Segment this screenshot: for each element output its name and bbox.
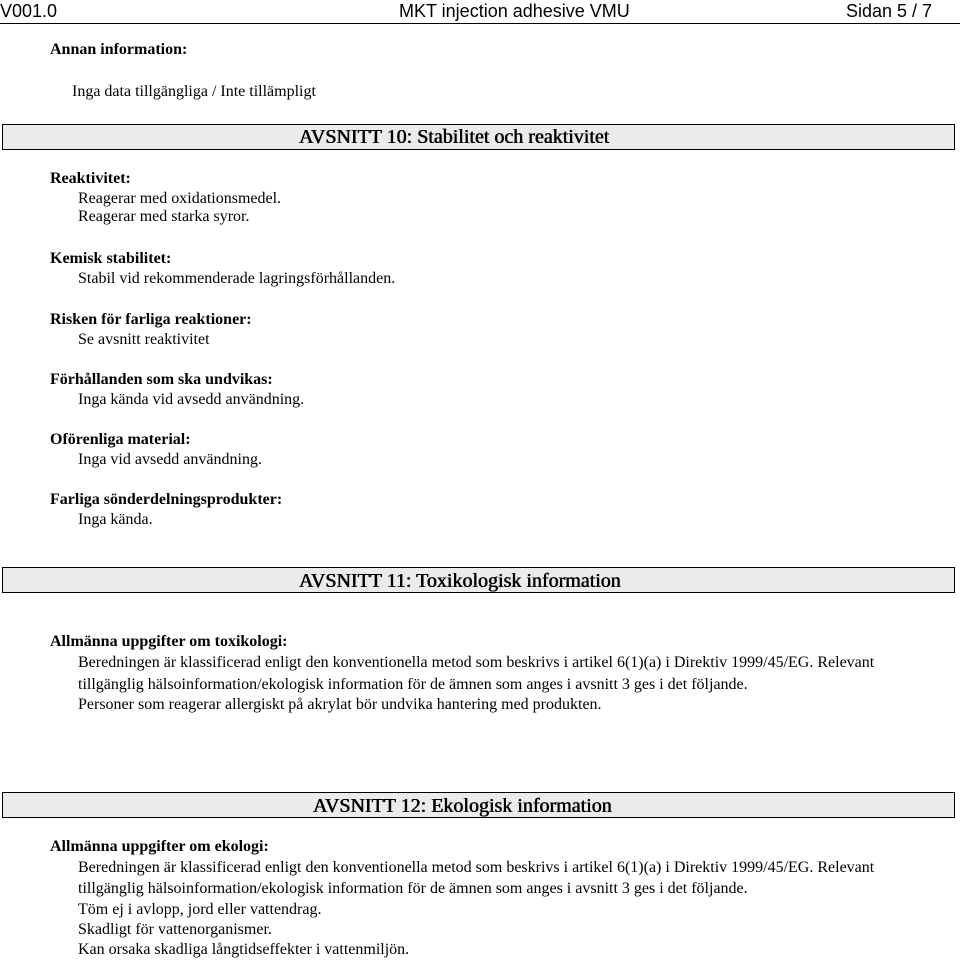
other-info-value: Inga data tillgängliga / Inte tillämpligt: [72, 83, 316, 100]
toxicology-line-3: Personer som reagerar allergiskt på akrylat bör undvika hantering med produkten.: [78, 696, 602, 713]
product-name: MKT injection adhesive VMU: [399, 1, 630, 21]
section-10-title: AVSNITT 10: Stabilitet och reaktivitet: [299, 126, 610, 148]
section-10-banner: [2, 124, 955, 150]
section-11-banner: [2, 567, 955, 593]
toxicology-line-2: tillgänglig hälsoinformation/ekologisk information för de ämnen som anges i avsnitt 3 ges i det följande.: [78, 676, 748, 693]
ecology-line-3: Töm ej i avlopp, jord eller vattendrag.: [78, 901, 322, 918]
document-version: V001.0: [0, 1, 58, 21]
conditions-to-avoid-label: Förhållanden som ska undvikas:: [50, 371, 273, 388]
toxicology-general-label: Allmänna uppgifter om toxikologi:: [50, 633, 288, 650]
reactivity-label: Reaktivitet:: [50, 170, 131, 187]
header-divider: [0, 23, 960, 24]
reactivity-line-2: Reagerar med starka syror.: [78, 208, 250, 225]
decomposition-products-value: Inga kända.: [78, 511, 153, 528]
section-11-title: AVSNITT 11: Toxikologisk information: [299, 570, 621, 592]
ecology-line-2: tillgänglig hälsoinformation/ekologisk information för de ämnen som anges i avsnitt 3 ges i det följande.: [78, 880, 748, 897]
ecology-line-1: Beredningen är klassificerad enligt den konventionella metod som beskrivs i artikel 6(1)(a) i Direktiv 1999/45/EG. Relevant: [78, 859, 875, 876]
section-12-title: AVSNITT 12: Ekologisk information: [313, 795, 612, 817]
reactivity-line-1: Reagerar med oxidationsmedel.: [78, 190, 282, 207]
incompatible-materials-label: Oförenliga material:: [50, 431, 191, 448]
hazardous-reactions-value: Se avsnitt reaktivitet: [78, 331, 210, 348]
decomposition-products-label: Farliga sönderdelningsprodukter:: [50, 491, 283, 508]
ecology-general-label: Allmänna uppgifter om ekologi:: [50, 838, 269, 855]
other-info-label: Annan information:: [50, 41, 188, 58]
page-number: Sidan 5 / 7: [846, 1, 933, 21]
stability-value: Stabil vid rekommenderade lagringsförhållanden.: [78, 270, 396, 287]
conditions-to-avoid-value: Inga kända vid avsedd användning.: [78, 391, 305, 408]
section-12-banner: [2, 792, 955, 818]
stability-label: Kemisk stabilitet:: [50, 250, 172, 267]
ecology-line-4: Skadligt för vattenorganismer.: [78, 921, 272, 938]
ecology-line-5: Kan orsaka skadliga långtidseffekter i vattenmiljön.: [78, 941, 410, 958]
incompatible-materials-value: Inga vid avsedd användning.: [78, 451, 262, 468]
toxicology-line-1: Beredningen är klassificerad enligt den konventionella metod som beskrivs i artikel 6(1)(a) i Direktiv 1999/45/EG. Relevant: [78, 654, 875, 671]
hazardous-reactions-label: Risken för farliga reaktioner:: [50, 311, 252, 328]
